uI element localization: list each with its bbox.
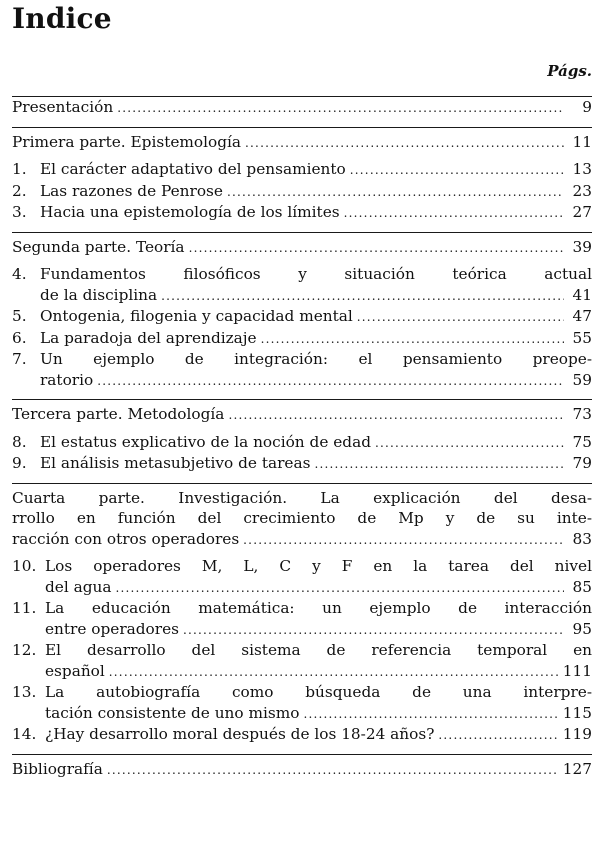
dot-leader	[227, 182, 564, 203]
entry-title: tación consistente de uno mismo	[45, 703, 300, 722]
entry-last-line	[12, 132, 592, 154]
chapter-number: 14.	[12, 725, 37, 743]
page-number: 55	[572, 328, 592, 347]
dot-leader	[314, 454, 564, 475]
dot-leader	[183, 620, 564, 641]
entry-title: La paradoja del aprendizaje	[40, 328, 257, 347]
page-number: 23	[572, 181, 592, 200]
toc-section	[12, 484, 592, 754]
chapter-number: 6.	[12, 328, 27, 347]
entry-text	[45, 682, 592, 724]
chapter-number: 9.	[12, 454, 27, 472]
toc-part-entry[interactable]	[12, 97, 592, 119]
toc-part-entry[interactable]	[12, 404, 592, 426]
dot-leader	[344, 203, 564, 224]
entry-title: Hacia una epistemología de los límites	[40, 203, 340, 221]
chapter-number: 4.	[12, 265, 27, 283]
entry-last-line	[12, 529, 592, 551]
page-number: 95	[572, 619, 592, 638]
page-number: 79	[572, 454, 592, 472]
page-number: 85	[572, 577, 592, 596]
toc-chapter-entry[interactable]	[12, 682, 592, 724]
entry-title: El análisis metasubjetivo de tareas	[40, 454, 311, 472]
entry-text	[40, 181, 592, 203]
entry-text	[40, 159, 592, 181]
toc-chapter-entry[interactable]	[12, 306, 592, 328]
entry-last-line	[40, 306, 592, 328]
toc-chapter-entry[interactable]	[12, 328, 592, 350]
entry-last-line	[45, 619, 592, 641]
entry-line: La autobiografía como búsqueda de una interpre-	[45, 683, 592, 701]
dot-leader	[117, 98, 564, 119]
entry-line: Los operadores M, L, C y F en la tarea del nivel	[45, 557, 592, 575]
dot-leader	[97, 371, 564, 392]
entry-text	[12, 404, 592, 426]
table-of-contents	[12, 96, 592, 788]
dot-leader	[228, 405, 564, 426]
entry-line: Cuarta parte. Investigación. La explicación del desa-	[12, 488, 592, 507]
chapter-number: 1.	[12, 160, 27, 178]
dot-leader	[107, 760, 559, 781]
entry-title: El estatus explicativo de la noción de edad	[40, 432, 371, 451]
chapter-number: 8.	[12, 432, 27, 451]
entry-last-line	[40, 328, 592, 350]
entry-text	[40, 432, 592, 454]
dot-leader	[189, 238, 564, 259]
entry-title: Presentación	[12, 98, 114, 116]
entry-title: Tercera parte. Metodología	[12, 405, 225, 423]
dot-leader	[375, 433, 564, 454]
entry-text	[45, 724, 592, 746]
entry-last-line	[40, 432, 592, 454]
entry-last-line	[45, 577, 592, 599]
entry-title: Las razones de Penrose	[40, 181, 223, 200]
dot-leader	[350, 160, 564, 181]
chapter-number: 11.	[12, 599, 37, 617]
entry-last-line	[40, 453, 592, 475]
dot-leader	[261, 329, 564, 350]
entry-last-line	[40, 181, 592, 203]
toc-section	[12, 128, 592, 232]
entry-title: Segunda parte. Teoría	[12, 237, 185, 256]
entry-text	[45, 640, 592, 682]
toc-chapter-entry[interactable]	[12, 264, 592, 306]
entry-text	[12, 132, 592, 154]
page-number: 59	[572, 370, 592, 389]
entry-text	[40, 328, 592, 350]
toc-chapter-entry[interactable]	[12, 181, 592, 203]
chapter-number: 10.	[12, 557, 37, 575]
chapter-number: 12.	[12, 641, 37, 659]
pages-column-header: Págs.	[547, 62, 592, 80]
toc-section	[12, 400, 592, 483]
page-number: 83	[572, 529, 592, 548]
dot-leader	[245, 133, 564, 154]
dot-leader	[109, 662, 559, 683]
entry-last-line	[12, 237, 592, 259]
entry-text	[12, 759, 592, 781]
entry-text	[12, 488, 592, 551]
entry-text	[45, 598, 592, 640]
toc-part-entry[interactable]	[12, 132, 592, 154]
toc-part-entry[interactable]	[12, 759, 592, 781]
page-number: 111	[562, 661, 592, 680]
toc-chapter-entry[interactable]	[12, 724, 592, 746]
entry-last-line	[12, 97, 592, 119]
entry-line: rrollo en función del crecimiento de Mp y de su inte-	[12, 509, 592, 527]
page-number: 27	[572, 203, 592, 221]
entry-title: ¿Hay desarrollo moral después de los 18-24 años?	[45, 725, 435, 743]
page-number: 11	[572, 132, 592, 151]
entry-last-line	[12, 759, 592, 781]
entry-last-line	[45, 724, 592, 746]
chapter-number: 3.	[12, 203, 27, 221]
entry-text	[40, 202, 592, 224]
page-number: 9	[582, 98, 592, 116]
toc-chapter-entry[interactable]	[12, 349, 592, 391]
entry-title: español	[45, 661, 105, 680]
page-number: 115	[562, 703, 592, 722]
toc-section	[12, 233, 592, 400]
entry-last-line	[40, 159, 592, 181]
dot-leader	[161, 286, 564, 307]
toc-chapter-entry[interactable]	[12, 159, 592, 181]
toc-chapter-entry[interactable]	[12, 556, 592, 598]
entry-text	[40, 453, 592, 475]
toc-part-entry[interactable]	[12, 237, 592, 259]
dot-leader	[357, 307, 564, 328]
entry-last-line	[45, 661, 592, 683]
entry-last-line	[12, 404, 592, 426]
page-number: 75	[572, 432, 592, 451]
page-number: 39	[572, 237, 592, 256]
toc-part-entry[interactable]	[12, 488, 592, 551]
page-title: Indice	[12, 2, 112, 35]
toc-chapter-entry[interactable]	[12, 598, 592, 640]
page-number: 73	[572, 405, 592, 423]
page-number: 41	[572, 285, 592, 304]
entry-title: del agua	[45, 577, 112, 596]
entry-text	[45, 556, 592, 598]
entry-text	[40, 306, 592, 328]
entry-line: La educación matemática: un ejemplo de interacción	[45, 599, 592, 617]
dot-leader	[438, 725, 558, 746]
entry-title: El carácter adaptativo del pensamiento	[40, 160, 346, 178]
entry-title: Ontogenia, filogenia y capacidad mental	[40, 307, 353, 325]
entry-last-line	[40, 202, 592, 224]
toc-chapter-entry[interactable]	[12, 453, 592, 475]
page-number: 119	[562, 725, 592, 743]
page-number: 13	[572, 160, 592, 178]
entry-last-line	[40, 285, 592, 307]
entry-text	[12, 97, 592, 119]
toc-section	[12, 97, 592, 127]
entry-title: ratorio	[40, 370, 94, 389]
entry-line: Fundamentos filosóficos y situación teórica actual	[40, 265, 592, 283]
entry-text	[12, 237, 592, 259]
chapter-number: 5.	[12, 307, 27, 325]
page-number: 127	[562, 759, 592, 778]
entry-title: Bibliografía	[12, 759, 103, 778]
dot-leader	[243, 530, 564, 551]
entry-line: El desarrollo del sistema de referencia temporal en	[45, 641, 592, 659]
dot-leader	[115, 578, 564, 599]
entry-title: entre operadores	[45, 619, 179, 638]
entry-title: Primera parte. Epistemología	[12, 132, 242, 151]
entry-last-line	[40, 370, 592, 392]
toc-chapter-entry[interactable]	[12, 640, 592, 682]
entry-text	[40, 349, 592, 391]
entry-text	[40, 264, 592, 306]
entry-line: Un ejemplo de integración: el pensamiento preope-	[40, 350, 592, 368]
toc-section	[12, 755, 592, 789]
toc-chapter-entry[interactable]	[12, 432, 592, 454]
entry-last-line	[45, 703, 592, 725]
dot-leader	[303, 704, 558, 725]
chapter-number: 13.	[12, 683, 37, 701]
toc-chapter-entry[interactable]	[12, 202, 592, 224]
entry-title: de la disciplina	[40, 285, 158, 304]
chapter-number: 2.	[12, 181, 27, 200]
page-number: 47	[572, 307, 592, 325]
chapter-number: 7.	[12, 350, 27, 368]
entry-title: racción con otros operadores	[12, 529, 240, 548]
